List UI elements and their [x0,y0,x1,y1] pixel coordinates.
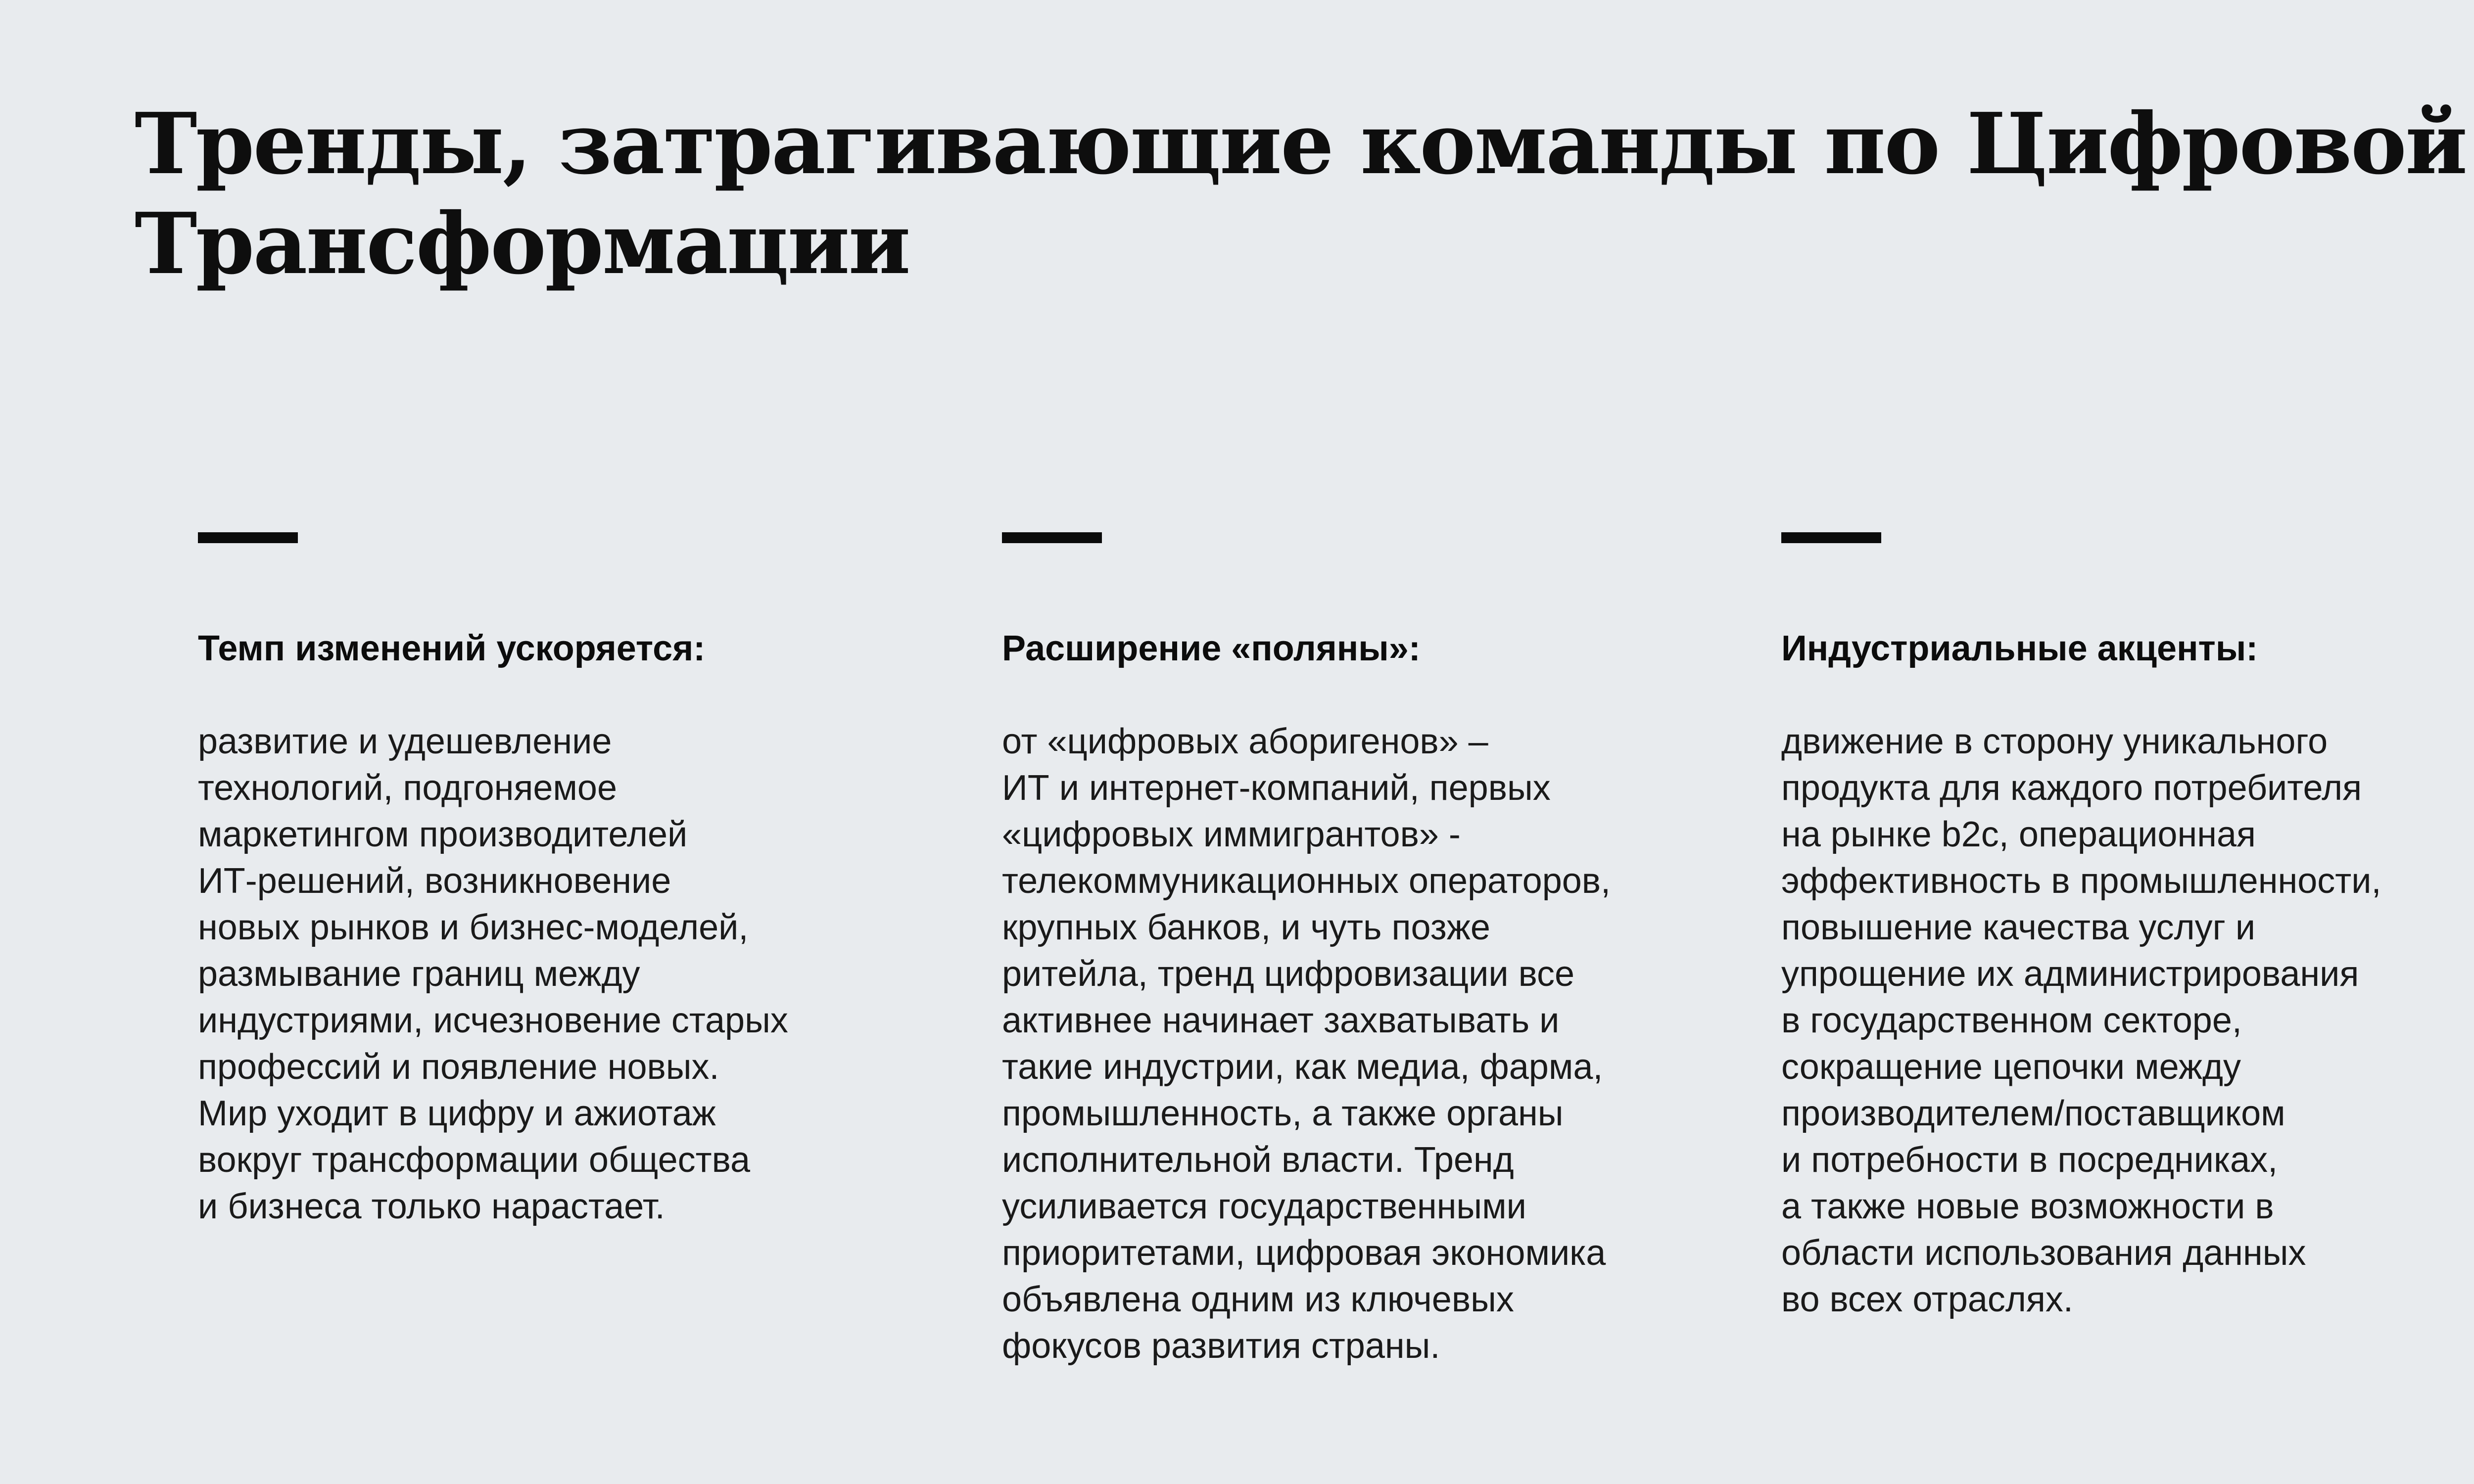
trend-column-expansion [1002,532,1719,1416]
trend-body: развитие и удешевление технологий, подгоняемое маркетингом производителей ИТ-решений, возникновение новых рынков и бизнес-моделей, размывание границ между индустриями, исчезновение старых профессий и появление новых. Мир уходит в цифру и ажиотаж вокруг трансформации общества и бизнеса только нарастает. [198,722,788,1226]
trend-body: движение в сторону уникального продукта для каждого потребителя на рынке b2c, операционная эффективность в промышленности, повышение качества услуг и упрощение их администрирования в государственном секторе, сокращение цепочки между производителем/поставщиком и потребности в посредниках, а также новые возможности в области использования данных во всех отраслях. [1781,722,2381,1319]
trend-column-pace [198,532,841,1276]
trend-column-industry [1781,532,2474,1369]
accent-bar [198,532,298,543]
trend-heading: Индустриальные акценты: [1781,629,2258,668]
trend-heading: Расширение «поляны»: [1002,629,1421,668]
trend-text [1781,579,2474,1369]
slide-title: Тренды, затрагивающие команды по Цифровой Трансформации [135,94,2467,293]
trend-heading: Темп изменений ускоряется: [198,629,706,668]
accent-bar [1002,532,1102,543]
trend-text [1002,579,1719,1416]
accent-bar [1781,532,1881,543]
trend-body: от «цифровых аборигенов» – ИТ и интернет-компаний, первых «цифровых иммигрантов» - телекоммуникационных операторов, крупных банков, и чуть позже ритейла, тренд цифровизации все активнее начинает захватывать и такие индустрии, как медиа, фарма, промышленность, а также органы исполнительной власти. Тренд усиливается государственными приоритетами, цифровая экономика объявлена одним из ключевых фокусов развития страны. [1002,722,1611,1366]
trend-text [198,579,841,1276]
